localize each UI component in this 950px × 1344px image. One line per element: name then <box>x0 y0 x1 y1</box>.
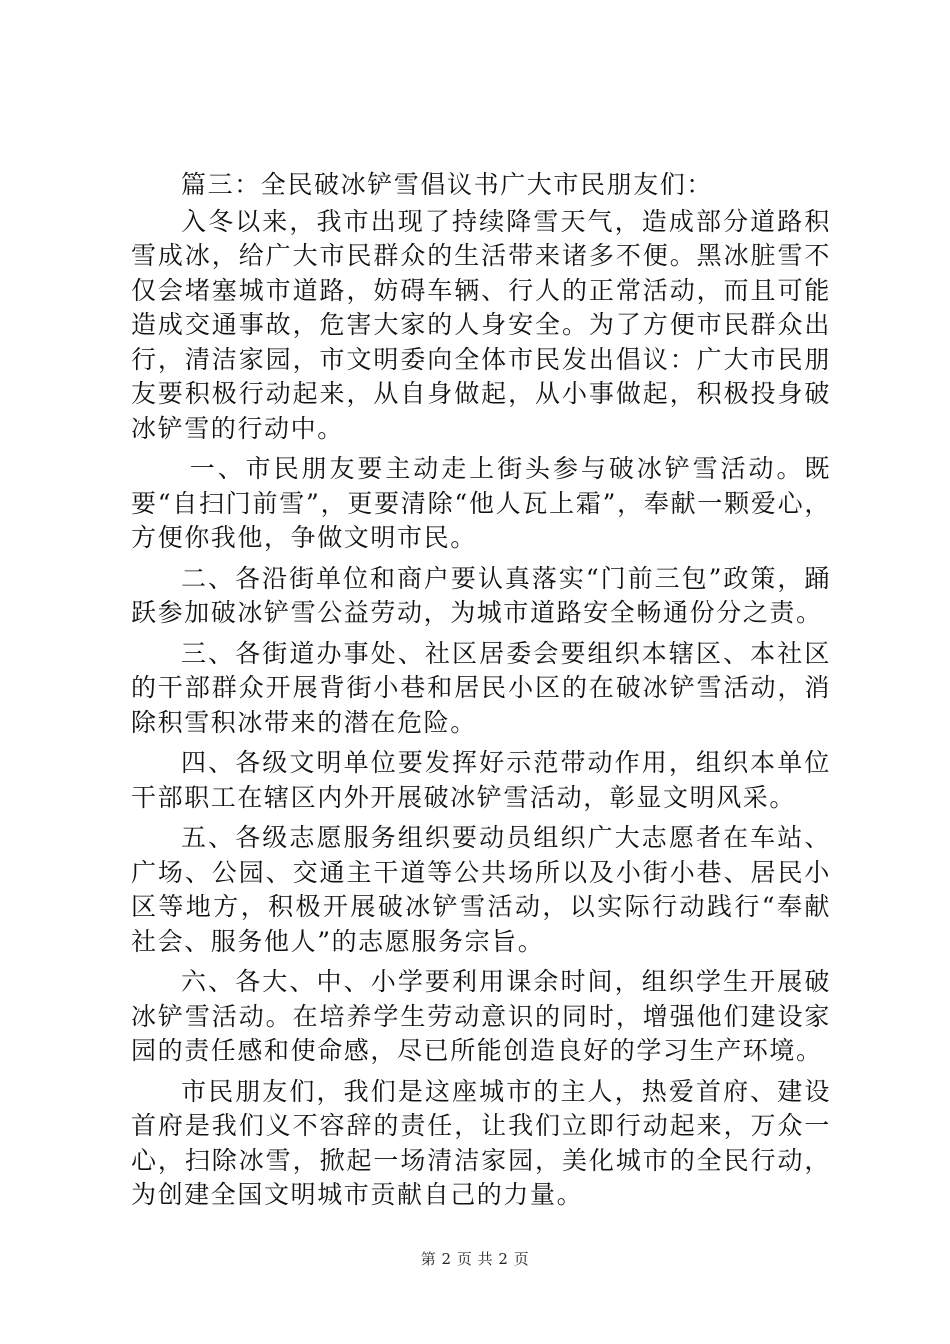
proposal-item-5: 五、各级志愿服务组织要动员组织广大志愿者在车站、广场、公园、交通主干道等公共场所以及小街小巷、居民小区等地方，积极开展破冰铲雪活动，以实际行动践行“奉献社会、服务他人”的志愿服务宗旨。 <box>131 823 831 956</box>
proposal-item-3: 三、各街道办事处、社区居委会要组织本辖区、本社区的干部群众开展背街小巷和居民小区的在破冰铲雪活动，消除积雪积冰带来的潜在危险。 <box>131 638 831 737</box>
closing-paragraph: 市民朋友们，我们是这座城市的主人，热爱首府、建设首府是我们义不容辞的责任，让我们立即行动起来，万众一心，扫除冰雪，掀起一场清洁家园，美化城市的全民行动，为创建全国文明城市贡献自己的力量。 <box>131 1076 831 1209</box>
document-heading-paragraph: 篇三：全民破冰铲雪倡议书广大市民朋友们： <box>181 170 714 199</box>
proposal-item-4: 四、各级文明单位要发挥好示范带动作用，组织本单位干部职工在辖区内外开展破冰铲雪活动，彰显文明风采。 <box>131 748 831 812</box>
proposal-item-1: 一、市民朋友要主动走上街头参与破冰铲雪活动。既要“自扫门前雪”，更要清除“他人瓦上霜”，奉献一颗爱心，方便你我他，争做文明市民。 <box>131 454 831 552</box>
document-body <box>131 168 831 1219</box>
proposal-item-2: 二、各沿街单位和商户要认真落实“门前三包”政策，踊跃参加破冰铲雪公益劳动，为城市道路安全畅通份分之责。 <box>131 563 831 627</box>
intro-paragraph: 入冬以来，我市出现了持续降雪天气，造成部分道路积雪成冰，给广大市民群众的生活带来诸多不便。黑冰脏雪不仅会堵塞城市道路，妨碍车辆、行人的正常活动，而且可能造成交通事故，危害大家的人身安全。为了方便市民群众出行，清洁家园，市文明委向全体市民发出倡议：广大市民朋友要积极行动起来，从自身做起，从小事做起，积极投身破冰铲雪的行动中。 <box>131 206 831 443</box>
page-number-footer: 第 2 页 共 2 页 <box>420 1250 530 1268</box>
proposal-item-6: 六、各大、中、小学要利用课余时间，组织学生开展破冰铲雪活动。在培养学生劳动意识的同时，增强他们建设家园的责任感和使命感，尽已所能创造良好的学习生产环境。 <box>131 967 831 1065</box>
